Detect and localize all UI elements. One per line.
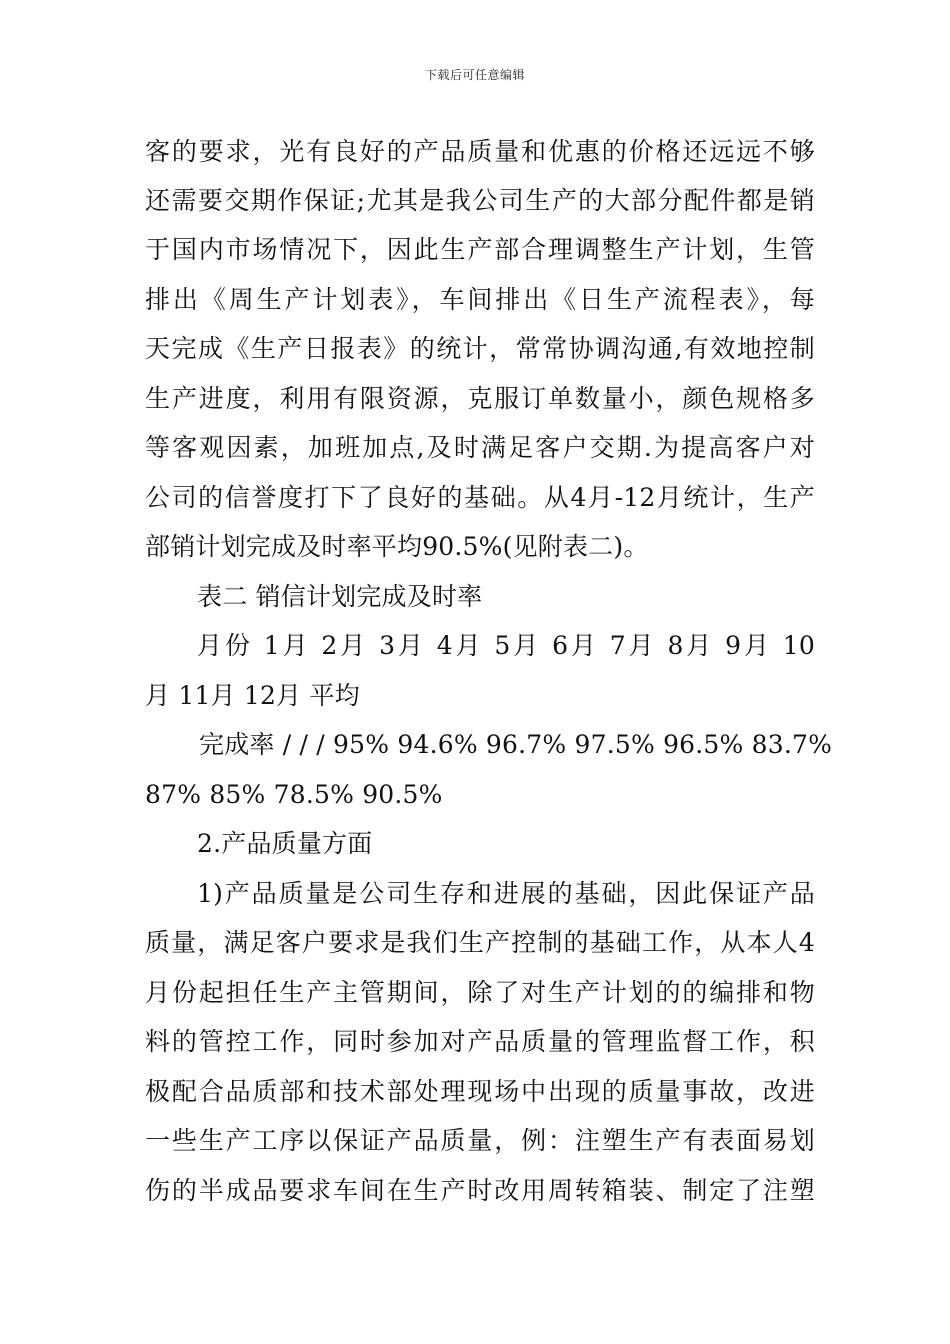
table-caption: 表二 销信计划完成及时率 xyxy=(197,582,483,611)
body-line-11: 质量，满足客户要求是我们生产控制的基础工作，从本人4 xyxy=(145,928,815,957)
body-line-14: 极配合品质部和技术部处理现场中出现的质量事故，改进 xyxy=(145,1077,815,1106)
table-rate-row-cont: 87% 85% 78.5% 90.5% xyxy=(145,780,443,809)
body-line-7: 等客观因素，加班加点,及时满足客户交期.为提高客户对 xyxy=(145,433,815,462)
body-line-9: 部销计划完成及时率平均90.5%(见附表二)。 xyxy=(145,532,649,561)
table-rate-row: 完成率 / / / 95% 94.6% 96.7% 97.5% 96.5% 83.7% xyxy=(199,730,833,759)
page-header: 下载后可任意编辑 xyxy=(424,68,525,82)
body-line-4: 排出《周生产计划表》，车间排出《日生产流程表》，每 xyxy=(145,285,815,314)
body-line-12: 月份起担任生产主管期间，除了对生产计划的的编排和物 xyxy=(145,978,815,1007)
table-month-row-cont: 月 11月 12月 平均 xyxy=(145,681,360,710)
section-heading: 2.产品质量方面 xyxy=(197,829,373,858)
table-month-row: 月份 1月 2月 3月 4月 5月 6月 7月 8月 9月 10 xyxy=(197,631,815,660)
body-line-2: 还需要交期作保证;尤其是我公司生产的大部分配件都是销 xyxy=(145,186,815,215)
body-line-6: 生产进度，利用有限资源，克服订单数量小，颜色规格多 xyxy=(145,384,815,413)
body-line-13: 料的管控工作，同时参加对产品质量的管理监督工作，积 xyxy=(145,1027,815,1056)
body-line-1: 客的要求，光有良好的产品质量和优惠的价格还远远不够 xyxy=(145,137,815,166)
body-line-15: 一些生产工序以保证产品质量，例：注塑生产有表面易划 xyxy=(145,1126,815,1155)
body-line-10: 1)产品质量是公司生存和进展的基础，因此保证产品 xyxy=(197,879,815,908)
body-line-5: 天完成《生产日报表》的统计，常常协调沟通,有效地控制 xyxy=(145,334,815,363)
body-line-8: 公司的信誉度打下了良好的基础。从4月-12月统计，生产 xyxy=(145,483,815,512)
body-line-16: 伤的半成品要求车间在生产时改用周转箱装、制定了注塑 xyxy=(145,1176,815,1205)
body-line-3: 于国内市场情况下，因此生产部合理调整生产计划，生管 xyxy=(145,235,815,264)
